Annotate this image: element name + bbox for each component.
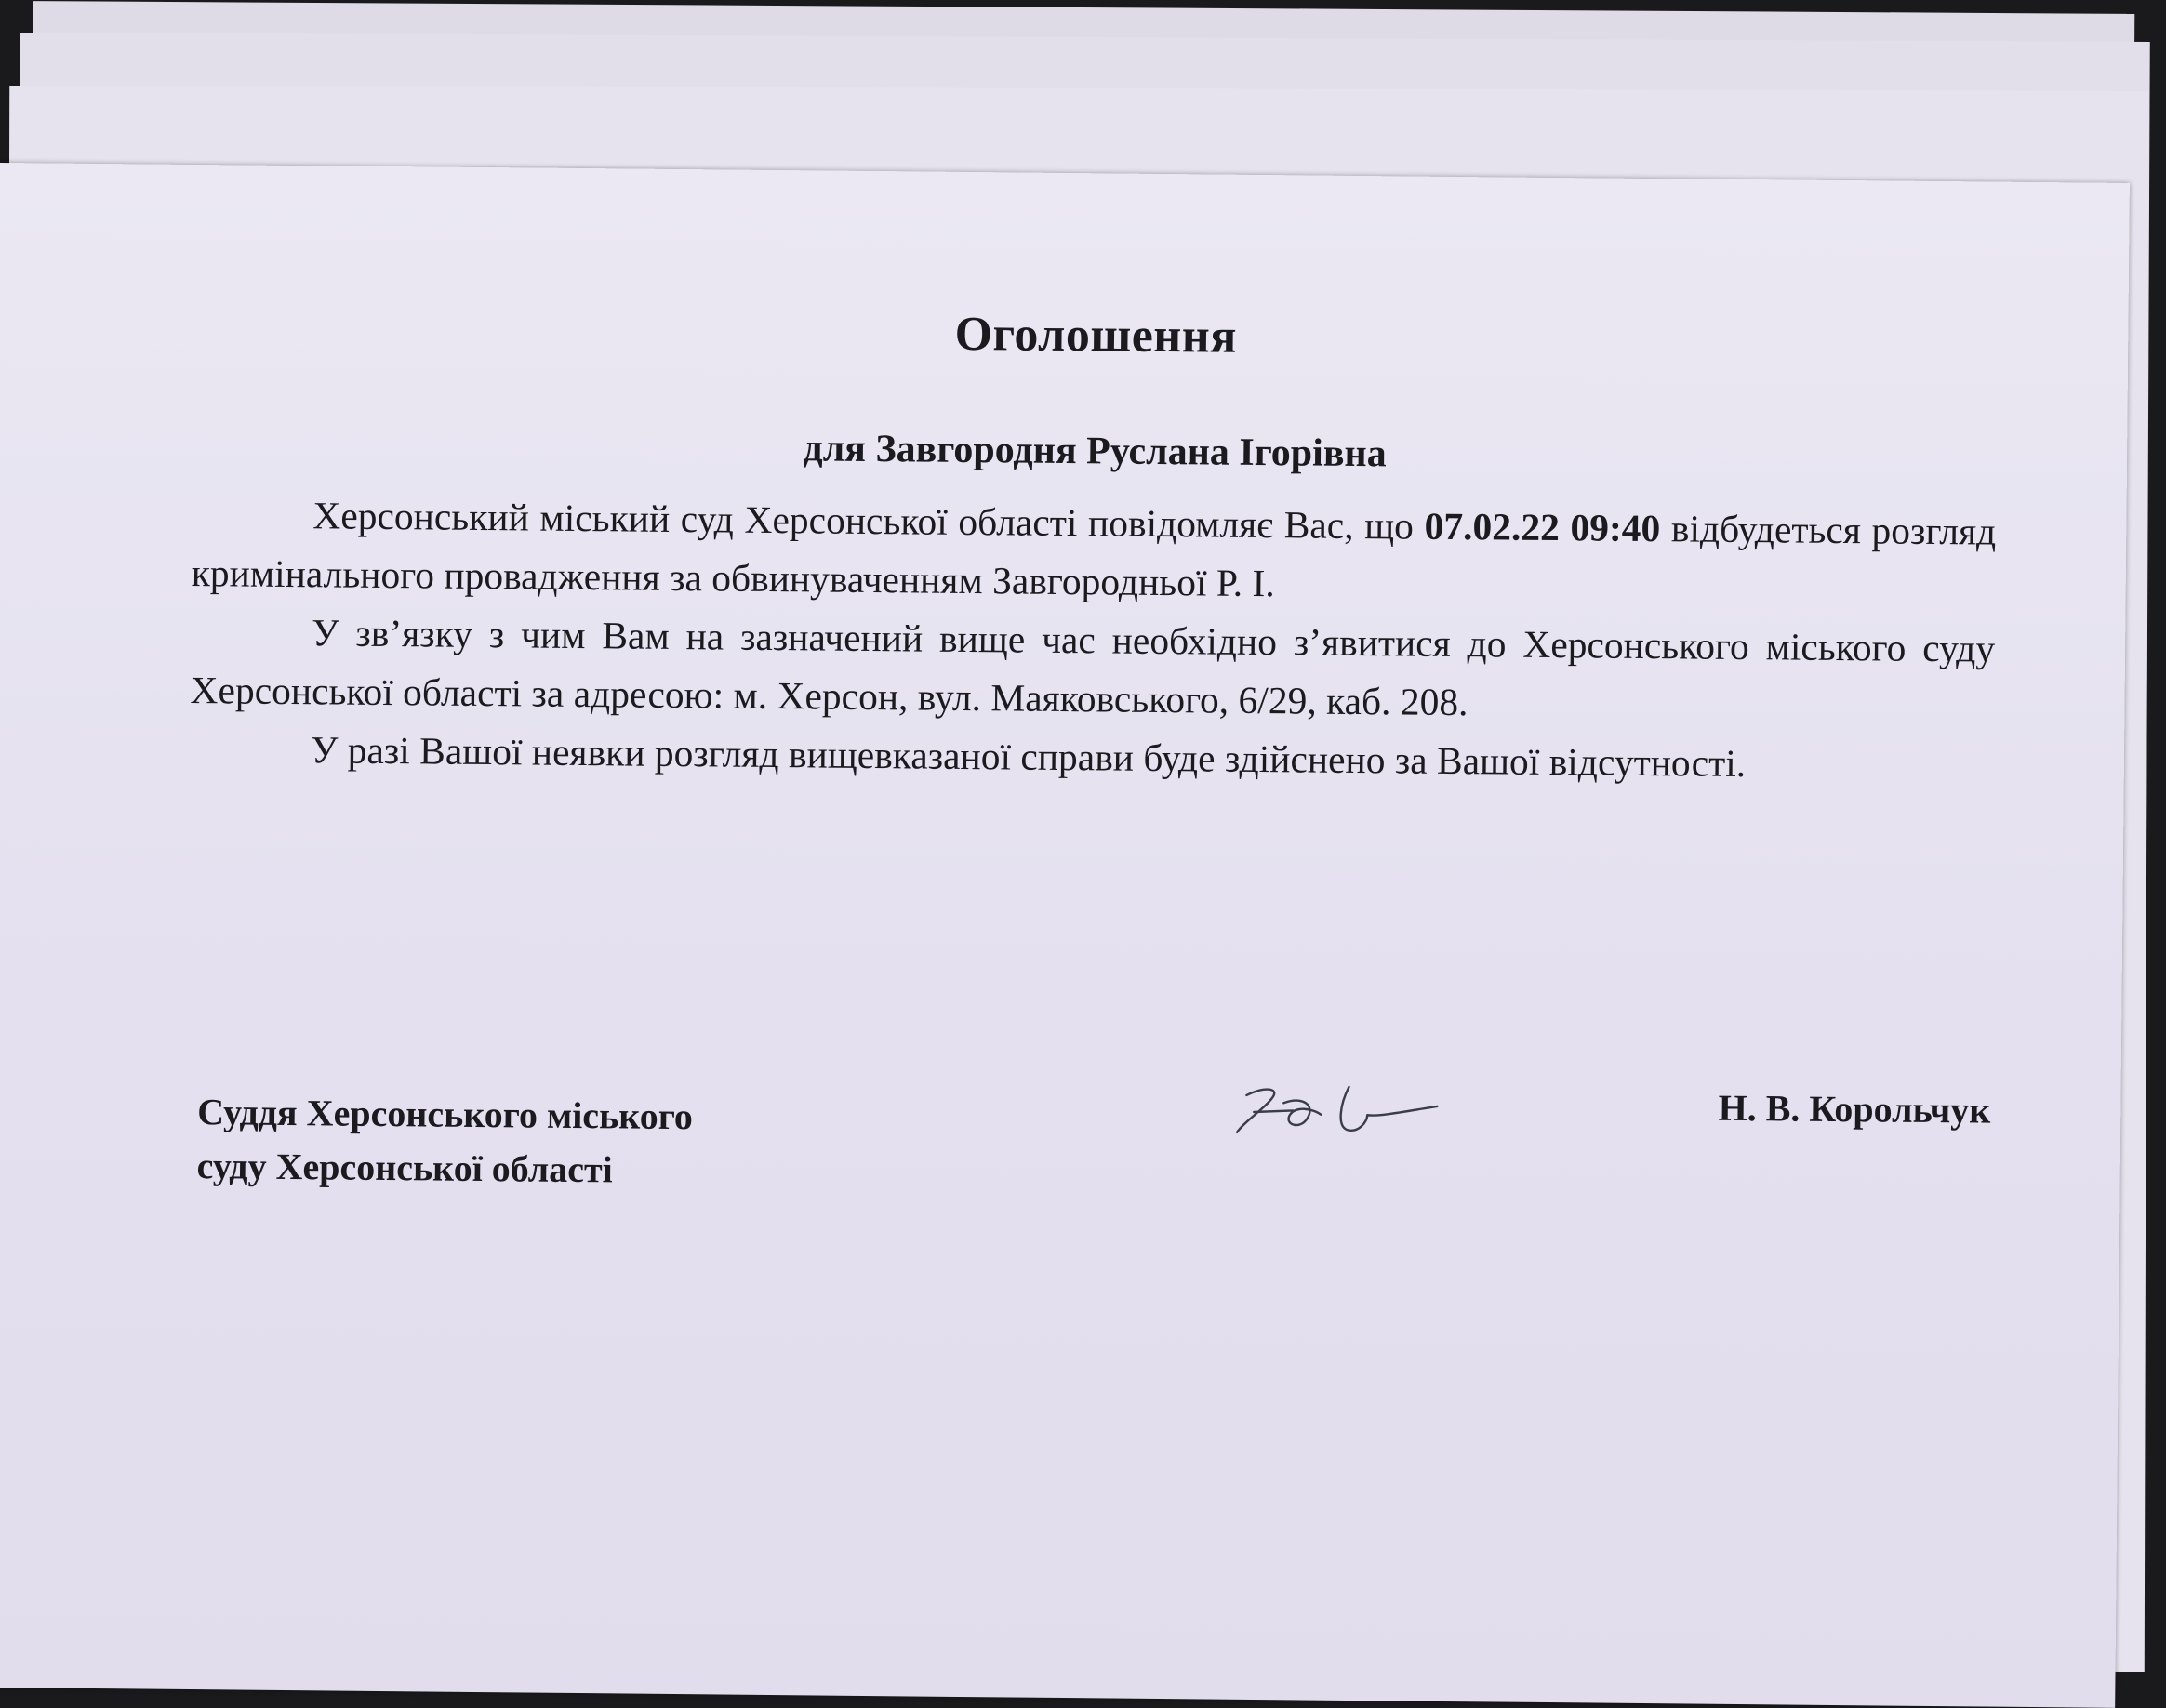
hearing-date-time: 07.02.22 09:40 xyxy=(1424,504,1661,550)
judge-name: Н. В. Корольчук xyxy=(1718,1086,1991,1132)
paragraph-1-start: Херсонський міський суд Херсонської області повідомляє Вас, що xyxy=(312,494,1425,548)
notice-body xyxy=(190,485,1997,796)
notice-title: Оголошення xyxy=(954,307,1238,364)
signature-mark xyxy=(1228,1067,1442,1144)
judge-title-line-2: суду Херсонської області xyxy=(196,1145,613,1191)
paragraph-1-end: відбудеться розгляд кримінального провадження за обвинуваченням Завгородньої Р. І. xyxy=(191,507,1997,605)
notice-paragraph-3: У разі Вашої неявки розгляд вищевказаної справи буде здійснено за Вашої відсутності. xyxy=(310,728,1747,786)
notice-paragraph-1 xyxy=(191,485,1996,620)
judge-title-line-1: Суддя Херсонського міського xyxy=(196,1091,694,1138)
notice-sheet xyxy=(0,163,2130,1708)
judge-title xyxy=(196,1085,1034,1201)
notice-paragraph-2: У зв’язку з чим Вам на зазначений вище час необхідно з’явитися до Херсонського міського суду Херсонської області за адресою: м. Херсон, вул. Маяковського, 6/29, каб. 208. xyxy=(190,611,1996,724)
notice-addressee: для Завгородня Руслана Ігорівна xyxy=(803,427,1387,476)
